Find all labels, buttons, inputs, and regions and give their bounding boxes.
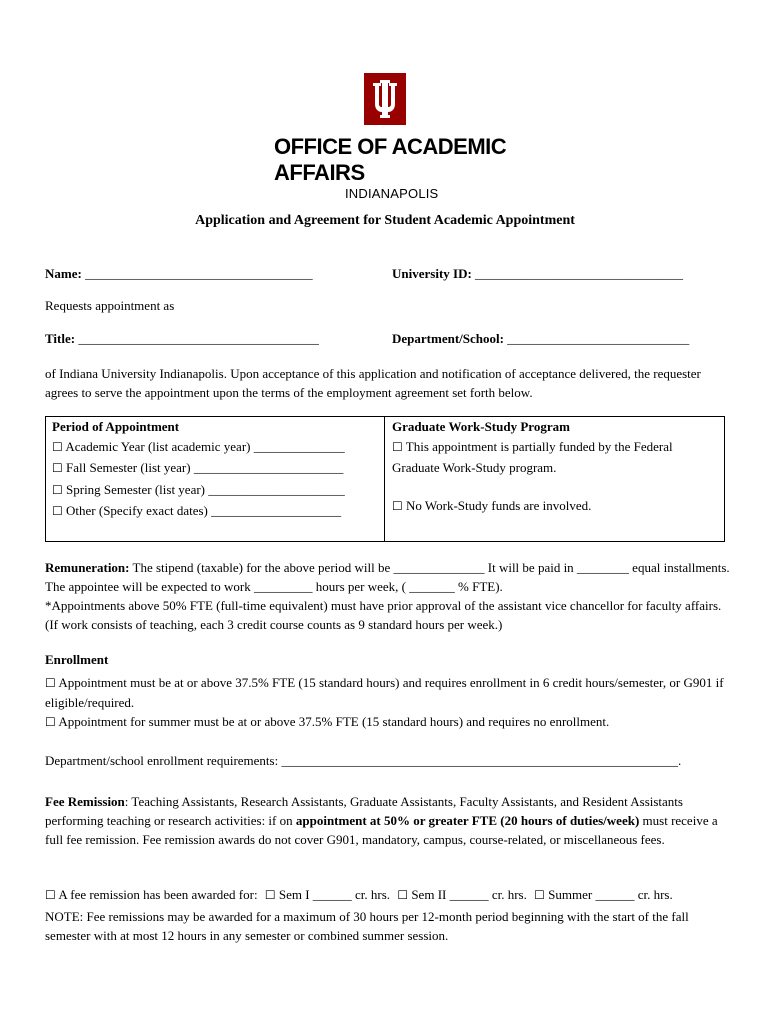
checkbox-sem2[interactable]: ☐ [397,888,409,902]
university-id-label: University ID: [392,266,472,281]
gws-option-label: This appointment is partially funded by the Federal [405,439,673,454]
enrollment-requirements-field[interactable]: Department/school enrollment requirements: _____________________________________________________________. [45,753,682,768]
period-heading: Period of Appointment [52,419,180,434]
gws-option-label: No Work-Study funds are involved. [406,498,592,513]
campus-name: INDIANAPOLIS [345,186,439,201]
remuneration-paragraph [45,558,735,596]
sem2-field[interactable]: Sem II ______ cr. hrs. [411,887,527,902]
fee-remission-label: Fee Remission [45,794,125,809]
remuneration-text: The stipend (taxable) for the above period will be ______________ It will be paid in ________ equal installments. The appointee will be expected to work _________ hours per week, ( _______ % FTE). [45,560,730,594]
box-divider [384,417,385,541]
checkbox-fall[interactable]: ☐ [52,461,63,475]
period-option-other[interactable] [52,503,341,519]
period-option-fall[interactable] [52,460,343,476]
title-field[interactable] [45,331,319,347]
fee-remission-text-after: must receive a full fee remission. Fee remission awards do not cover G901, mandatory, campus, course-related, or miscellaneous fees. [45,813,718,847]
checkbox-enrollment-2[interactable]: ☐ [45,715,56,729]
enrollment-option-2-text: Appointment for summer must be at or above 37.5% FTE (15 standard hours) and requires no enrollment. [58,714,610,729]
name-label: Name: [45,266,82,281]
period-option-label: Other (Specify exact dates) ____________________ [66,503,342,518]
fee-remission-note: NOTE: Fee remissions may be awarded for a maximum of 30 hours per 12-month period beginning with the start of the fall semester with at most 12 hours in any semester or combined summer session. [45,909,689,943]
checkbox-fee-awarded[interactable]: ☐ [45,888,56,902]
period-option-label: Academic Year (list academic year) ______________ [65,439,345,454]
checkbox-gws-funded[interactable]: ☐ [392,440,403,454]
fee-remission-paragraph [45,792,735,849]
gws-option-funded-line2: Graduate Work-Study program. [392,460,557,475]
fee-remission-text-before: : Teaching Assistants, Research Assistants, Graduate Assistants, Faculty Assistants, and Resident Assistants performing teaching or research activities: if on [45,794,683,828]
acceptance-paragraph: of Indiana University Indianapolis. Upon acceptance of this application and notification of acceptance delivered, the requester agrees to serve the appointment upon the terms of the employment agreement set forth below. [45,366,701,400]
remuneration-note: *Appointments above 50% FTE (full-time equivalent) must have prior approval of the assistant vice chancellor for faculty affairs. (If work consists of teaching, each 3 credit course counts as 9 standard hours per week.) [45,598,722,632]
appointment-period-box [45,416,725,542]
office-name-line1: OFFICE OF ACADEMIC [274,134,507,159]
period-option-label: Spring Semester (list year) _____________________ [66,482,345,497]
department-field[interactable] [392,331,689,347]
name-field[interactable] [45,266,313,282]
requests-text: Requests appointment as [45,298,175,313]
checkbox-enrollment-1[interactable]: ☐ [45,676,56,690]
form-title: Application and Agreement for Student Academic Appointment [195,213,575,228]
period-option-label: Fall Semester (list year) _______________________ [66,460,344,475]
gws-option-funded[interactable] [392,439,673,455]
period-option-academic-year[interactable] [52,439,345,455]
office-name-line2: AFFAIRS [274,160,365,185]
enrollment-option-1-text: Appointment must be at or above 37.5% FTE (15 standard hours) and requires enrollment in 6 credit hours/semester, or G901 if eligible/required. [45,675,724,710]
enrollment-heading: Enrollment [45,652,109,667]
checkbox-spring[interactable]: ☐ [52,483,63,497]
title-blank[interactable]: _____________________________________ [78,331,319,346]
department-blank[interactable]: ____________________________ [507,331,690,346]
gws-option-none[interactable] [392,498,591,514]
fee-remission-bold: appointment at 50% or greater FTE (20 hours of duties/week) [295,813,640,828]
checkbox-sem1[interactable]: ☐ [264,888,276,902]
university-id-blank[interactable]: ________________________________ [475,266,684,281]
remuneration-label: Remuneration: [45,560,130,575]
iu-trident-logo [364,73,406,125]
title-label: Title: [45,331,76,346]
checkbox-academic-year[interactable]: ☐ [52,440,63,454]
university-id-field[interactable] [392,266,683,282]
fee-remission-awarded-line [45,887,673,903]
office-name [274,134,506,186]
period-option-spring[interactable] [52,482,345,498]
checkbox-other[interactable]: ☐ [52,504,63,518]
fee-awarded-text: A fee remission has been awarded for: [58,887,258,902]
checkbox-summer[interactable]: ☐ [534,888,545,902]
sem1-field[interactable]: Sem I ______ cr. hrs. [278,887,391,902]
enrollment-option-2[interactable] [45,712,735,732]
summer-field[interactable]: Summer ______ cr. hrs. [548,887,673,902]
department-label: Department/School: [392,331,504,346]
gws-heading: Graduate Work-Study Program [392,419,570,434]
checkbox-gws-none[interactable]: ☐ [392,499,403,513]
enrollment-option-1[interactable] [45,673,735,712]
name-blank[interactable]: ___________________________________ [85,266,313,281]
